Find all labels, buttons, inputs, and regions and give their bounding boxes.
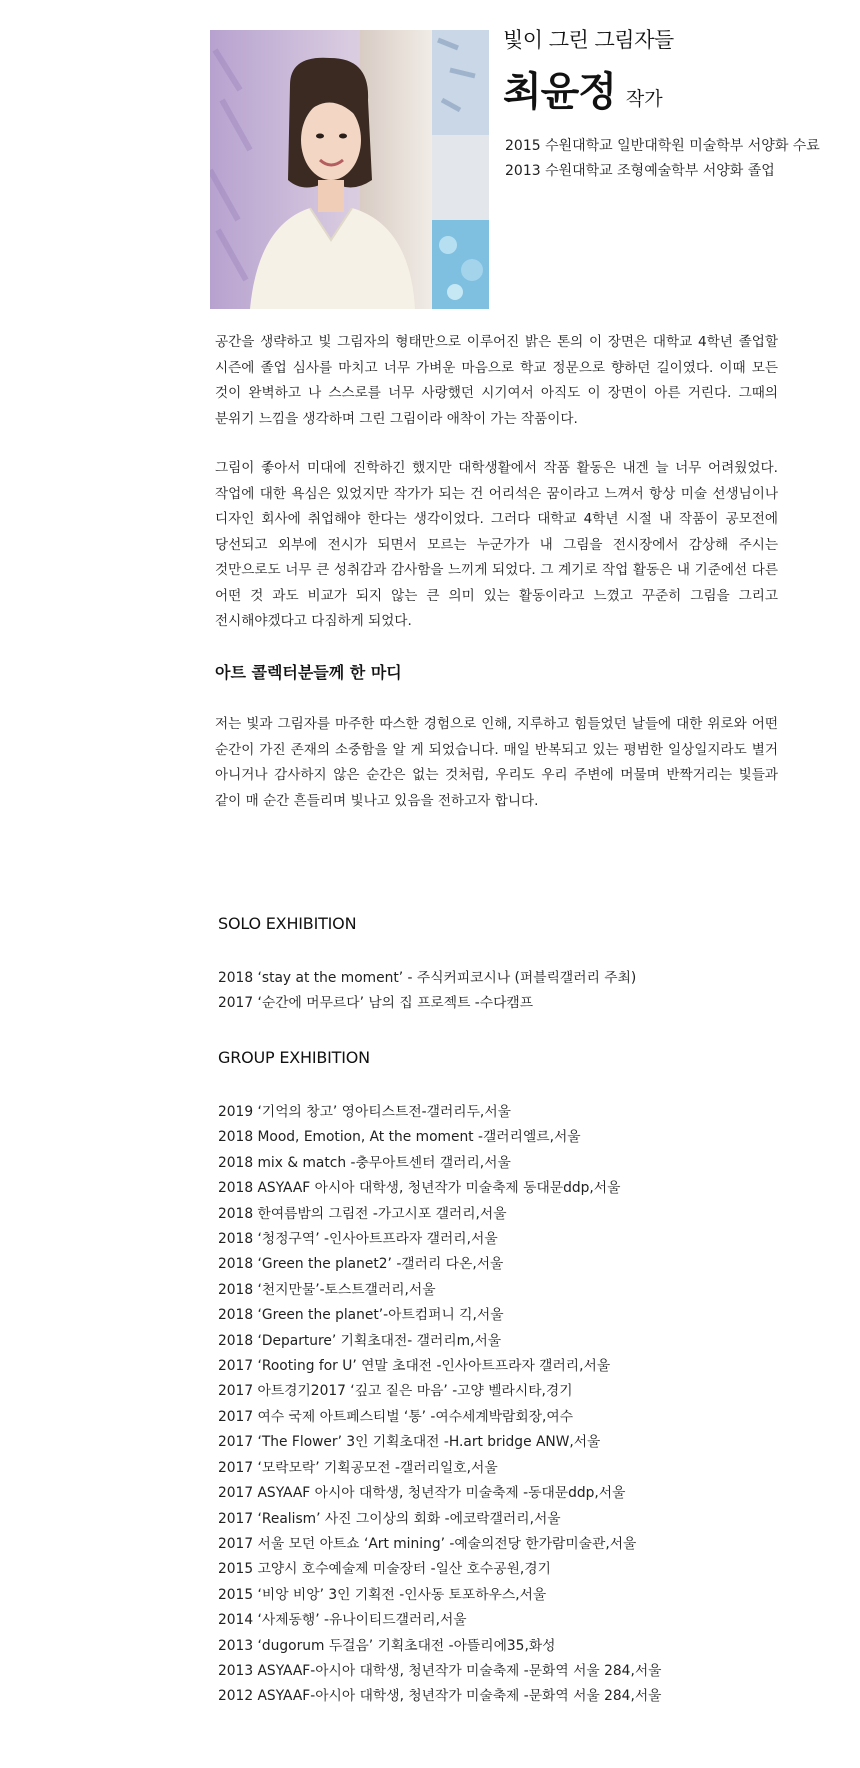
collector-message: 저는 빛과 그림자를 마주한 따스한 경험으로 인해, 지루하고 힘들었던 날들에 대한 위로와 어떤 순간이 가진 존재의 소중함을 알 게 되었습니다. 매일 반복되고 있는 평범한 일상일지라도 별거 아니거나 감사하지 않은 순간은 없는 것처럼, 우리도 우리 주변에 머물며 반짝거리는 빛들과 같이 매 순간 흔들리며 빛나고 있음을 전하고자 합니다. (215, 716, 778, 809)
exhibition-item: 2019 ‘기억의 창고’ 영아티스트전-갤러리두,서울 (218, 1104, 511, 1120)
exhibition-item: 2013 ‘dugorum 두걸음’ 기획초대전 -아뜰리에35,화성 (218, 1637, 556, 1654)
exhibition-item: 2018 ‘Departure’ 기획초대전- 갤러리m,서울 (218, 1332, 502, 1349)
exhibition-item: 2018 ‘청정구역’ -인사아트프라자 갤러리,서울 (218, 1231, 498, 1248)
exhibition-item: 2018 한여름밤의 그림전 -가고시포 갤러리,서울 (218, 1205, 507, 1222)
education-list (505, 134, 820, 184)
exhibition-item: 2018 ‘stay at the moment’ - 주식커피코시나 (퍼블릭갤러리 주최) (218, 970, 637, 986)
artist-header (503, 24, 674, 117)
exhibition-item: 2017 ‘Rooting for U’ 연말 초대전 -인사아트프라자 갤러리,서울 (218, 1358, 611, 1375)
exhibition-item: 2017 ASYAAF 아시아 대학생, 청년작가 미술축제 -동대문ddp,서울 (218, 1485, 626, 1502)
exhibition-item: 2015 고양시 호수예술제 미술장터 -일산 호수공원,경기 (218, 1561, 551, 1578)
exhibition-item: 2017 아트경기2017 ‘깊고 짙은 마음’ -고양 벨라시타,경기 (218, 1383, 573, 1400)
education-item: 2013 수원대학교 조형예술학부 서양화 졸업 (505, 163, 775, 179)
exhibition-item: 2017 ‘The Flower’ 3인 기획초대전 -H.art bridge ANW,서울 (218, 1434, 601, 1451)
education-item: 2015 수원대학교 일반대학원 미술학부 서양화 수료 (505, 138, 820, 154)
exhibition-item: 2018 ASYAAF 아시아 대학생, 청년작가 미술축제 동대문ddp,서울 (218, 1180, 621, 1197)
exhibition-item: 2017 ‘모락모락’ 기획공모전 -갤러리일호,서울 (218, 1459, 498, 1476)
exhibition-item: 2018 Mood, Emotion, At the moment -갤러리엘르,서울 (218, 1129, 581, 1146)
exhibition-item: 2018 mix & match -충무아트센터 갤러리,서울 (218, 1154, 511, 1171)
exhibition-item: 2018 ‘Green the planet’-아트컴퍼니 긱,서울 (218, 1307, 504, 1324)
exhibition-item: 2018 ‘Green the planet2’ -갤러리 다온,서울 (218, 1256, 504, 1273)
exhibition-item: 2015 ‘비앙 비앙’ 3인 기획전 -인사동 토포하우스,서울 (218, 1586, 547, 1603)
artist-name: 최윤정 (503, 69, 616, 115)
exhibition-item: 2018 ‘천지만물’-토스트갤러리,서울 (218, 1281, 436, 1298)
artist-title-suffix: 작가 (625, 88, 663, 110)
solo-exhibition-list (218, 966, 636, 1017)
artist-story: 그림이 좋아서 미대에 진학하긴 했지만 대학생활에서 작품 활동은 내겐 늘 너무 어려웠었다. 작업에 대한 욕심은 있었지만 작가가 되는 건 어리석은 꿈이라고 느껴서 항상 미술 선생님이나 디자인 회사에 취업해야 한다는 생각이었다. 그러다 대학교 4학년 시절 내 작품이 공모전에 당선되고 외부에 전시가 되면서 모르는 누군가가 내 그림을 전시장에서 감상해 주시는 것만으로도 너무 큰 성취감과 감사함을 느끼게 되었다. 그 계기로 작업 활동은 내 기준에선 다른 어떤 것 과도 비교가 되지 않는 큰 의미 있는 활동이라고 느꼈고 꾸준히 그림을 그리고 전시해야겠다고 다짐하게 되었다. (215, 460, 778, 629)
artwork-description: 공간을 생략하고 빛 그림자의 형태만으로 이루어진 밝은 톤의 이 장면은 대학교 4학년 졸업할 시즌에 졸업 심사를 마치고 너무 가벼운 마음으로 학교 정문으로 향하던 길이였다. 이때 모든 것이 완벽하고 나 스스로를 너무 사랑했던 시기여서 아직도 이 장면이 아른 거린다. 그때의 분위기 느낌을 생각하며 그린 그림이라 애착이 가는 작품이다. (215, 334, 778, 427)
exhibition-item: 2013 ASYAAF-아시아 대학생, 청년작가 미술축제 -문화역 서울 284,서울 (218, 1662, 662, 1679)
exhibition-item: 2017 여수 국제 아트페스티벌 ‘통’ -여수세계박람회장,여수 (218, 1408, 574, 1425)
group-exhibition-list (218, 1100, 662, 1710)
exhibition-subtitle: 빛이 그린 그림자들 (503, 28, 674, 52)
exhibition-item: 2012 ASYAAF-아시아 대학생, 청년작가 미술축제 -문화역 서울 284,서울 (218, 1688, 662, 1705)
exhibition-item: 2017 ‘순간에 머무르다’ 남의 집 프로젝트 -수다캠프 (218, 995, 534, 1012)
exhibition-item: 2014 ‘사제동행’ -유나이티드갤러리,서울 (218, 1612, 467, 1629)
artist-portrait (210, 30, 489, 309)
solo-exhibition-title: SOLO EXHIBITION (218, 914, 357, 933)
collector-heading: 아트 콜렉터분들께 한 마디 (215, 663, 402, 682)
exhibition-item: 2017 ‘Realism’ 사진 그이상의 회화 -에코락갤러리,서울 (218, 1510, 561, 1527)
exhibition-item: 2017 서울 모던 아트쇼 ‘Art mining’ -예술의전당 한가람미술관,서울 (218, 1535, 637, 1552)
group-exhibition-title: GROUP EXHIBITION (218, 1048, 370, 1067)
artist-name-row (503, 60, 674, 117)
